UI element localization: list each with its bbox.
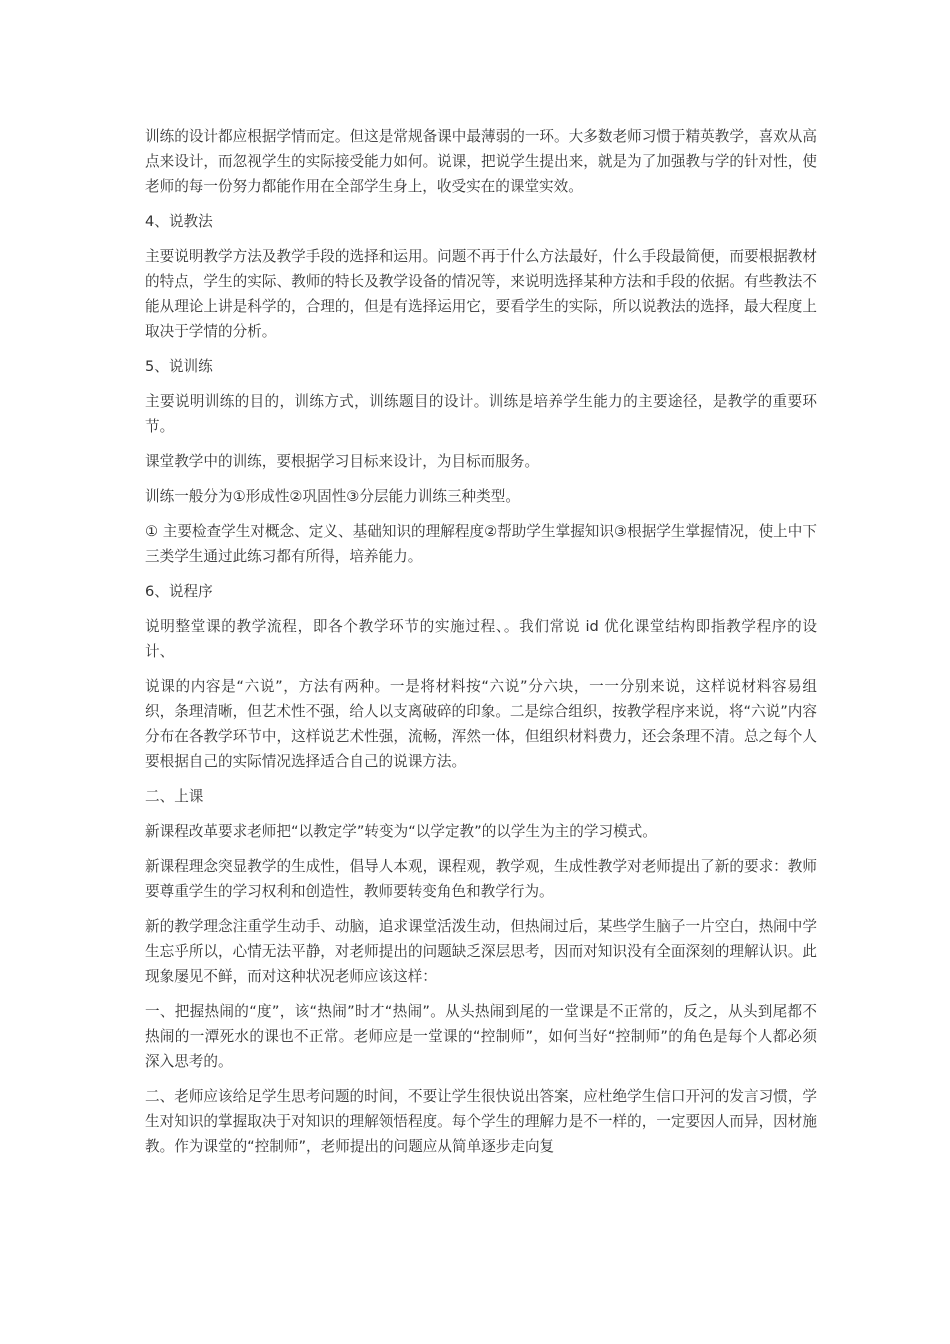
heading-lecture: 二、上课 [145, 788, 204, 805]
paragraph-training-purpose: 主要说明训练的目的，训练方式，训练题目的设计。训练是培养学生能力的主要途径，是教学的重要环节。 [145, 393, 817, 435]
paragraph-teaching-concept: 新的教学理念注重学生动手、动脑，追求课堂活泼生动，但热闹过后，某些学生脑子一片空白，热闹中学生忘乎所以，心情无法平静，对老师提出的问题缺乏深层思考，因而对知识没有全面深刻的理解认识。此现象屡见不鲜，而对这种状况老师应该这样： [145, 918, 817, 985]
paragraph-training-types: 训练一般分为①形成性②巩固性③分层能力训练三种类型。 [145, 488, 520, 505]
heading-teaching-method: 4、说教法 [145, 213, 213, 230]
paragraph-point-two: 二、老师应该给足学生思考问题的时间，不要让学生很快说出答案，应杜绝学生信口开河的发言习惯，学生对知识的掌握取决于对知识的理解领悟程度。每个学生的理解力是不一样的，一定要因人而异，因材施教。作为课堂的“控制师”，老师提出的问题应从简单逐步走向复 [145, 1088, 817, 1155]
paragraph-curriculum-concept: 新课程理念突显教学的生成性，倡导人本观，课程观，教学观，生成性教学对老师提出了新的要求：教师要尊重学生的学习权利和创造性，教师要转变角色和教学行为。 [145, 858, 817, 900]
paragraph-teaching-method: 主要说明教学方法及教学手段的选择和运用。问题不再于什么方法最好，什么手段最简便，而要根据教材的特点，学生的实际、教师的特长及教学设备的情况等，来说明选择某种方法和手段的依据。有些教法不能从理论上讲是科学的，合理的，但是有选择运用它，要看学生的实际，所以说教法的选择，最大程度上取决于学情的分析。 [145, 248, 817, 340]
paragraph-point-one: 一、把握热闹的“度”，该“热闹”时才“热闹”。从头热闹到尾的一堂课是不正常的，反之，从头到尾都不热闹的一潭死水的课也不正常。老师应是一堂课的“控制师”，如何当好“控制师”的角色是每个人都必须深入思考的。 [145, 1003, 817, 1070]
paragraph-curriculum-reform: 新课程改革要求老师把“以教定学”转变为“以学定教”的以学生为主的学习模式。 [145, 823, 657, 840]
document-page [145, 124, 817, 1169]
paragraph-procedure: 说明整堂课的教学流程，即各个教学环节的实施过程、。我们常说 id 优化课堂结构即指教学程序的设计、 [145, 618, 817, 660]
paragraph-training-details: ① 主要检查学生对概念、定义、基础知识的理解程度②帮助学生掌握知识③根据学生掌握情况，使上中下三类学生通过此练习都有所得，培养能力。 [145, 523, 817, 565]
paragraph-six-topics: 说课的内容是“六说”，方法有两种。一是将材料按“六说”分六块，一一分别来说，这样说材料容易组织，条理清晰，但艺术性不强，给人以支离破碎的印象。二是综合组织，按教学程序来说，将“六说”内容分布在各教学环节中，这样说艺术性强，流畅，浑然一体，但组织材料费力，还会条理不清。总之每个人要根据自己的实际情况选择适合自己的说课方法。 [145, 678, 817, 770]
paragraph-classroom-training: 课堂教学中的训练，要根据学习目标来设计，为目标而服务。 [145, 453, 540, 470]
heading-procedure: 6、说程序 [145, 583, 213, 600]
heading-training: 5、说训练 [145, 358, 213, 375]
paragraph-training-design: 训练的设计都应根据学情而定。但这是常规备课中最薄弱的一环。大多数老师习惯于精英教学，喜欢从高点来设计，而忽视学生的实际接受能力如何。说课，把说学生提出来，就是为了加强教与学的针对性，使老师的每一份努力都能作用在全部学生身上，收受实在的课堂实效。 [145, 128, 817, 195]
